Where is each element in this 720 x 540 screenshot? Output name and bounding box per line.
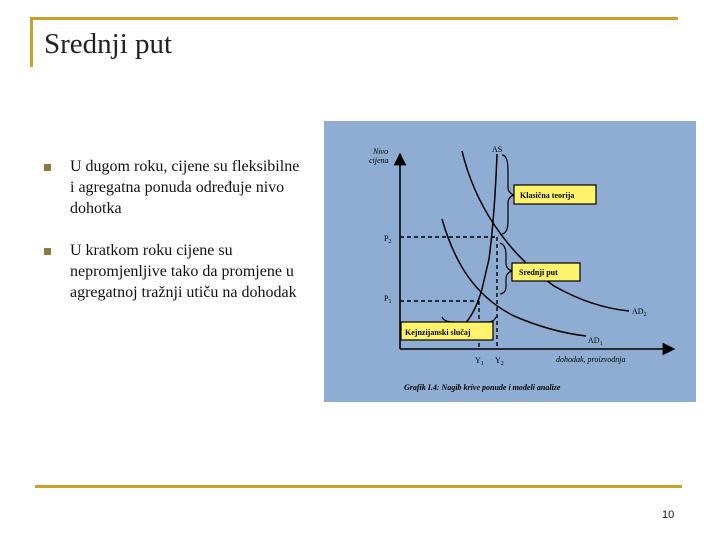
ad2-curve-label <box>632 307 647 318</box>
bullet-text-2: U kratkom roku cijene su nepromjenljive tako da promjene u agregatnoj tražnji utiču na dohodak <box>70 242 297 301</box>
y2-label-text: Y <box>495 356 501 365</box>
as-curve <box>442 154 497 339</box>
p2-label-sub: 2 <box>388 239 392 245</box>
p1-label-text: P <box>384 294 389 303</box>
y2-label-sub: 2 <box>500 361 504 367</box>
bullet-item-2 <box>44 240 304 303</box>
middle-brace <box>500 243 512 294</box>
as-ad-diagram <box>324 121 696 402</box>
ad2-curve-label-sub: 2 <box>643 312 647 318</box>
title-frame-left-rule <box>30 17 33 67</box>
ad1-curve-label-text: AD <box>588 336 600 345</box>
p2-label <box>384 234 391 245</box>
bullet-text-1: U dugom roku, cijene su fleksibilne i agregatna ponuda određuje nivo dohotka <box>70 158 300 217</box>
classical-brace <box>502 155 514 234</box>
y-axis-label-line1: Nivo <box>373 147 389 156</box>
y-axis-label-line2: cijena <box>369 156 389 165</box>
bullet-square-icon <box>44 164 51 171</box>
ad2-curve-label-text: AD <box>632 307 644 316</box>
bullet-square-icon <box>44 248 51 255</box>
as-ad-figure <box>324 121 696 402</box>
title-frame-top-rule <box>30 17 678 20</box>
ad1-curve-label-sub: 1 <box>599 341 603 347</box>
x-axis-label: dohodak, proizvodnja <box>556 355 626 364</box>
classical-theory-label: Klasična teorija <box>520 191 575 200</box>
middle-way-label: Srednji put <box>519 268 558 277</box>
figure-caption: Grafik I.4: Nagib krive ponude i modeli analize <box>404 383 561 392</box>
y2-label <box>495 356 504 367</box>
page-number: 10 <box>662 509 675 521</box>
p1-label <box>384 294 391 305</box>
footer-rule <box>35 485 682 488</box>
p2-label-text: P <box>384 234 389 243</box>
bullet-item-1 <box>44 156 304 219</box>
ad1-curve-label <box>588 336 603 347</box>
y1-label-sub: 1 <box>480 361 484 367</box>
y1-label <box>475 356 484 367</box>
ad2-curve <box>462 151 629 311</box>
y1-label-text: Y <box>475 356 481 365</box>
p1-label-sub: 1 <box>388 299 392 305</box>
bullet-list <box>44 156 304 324</box>
as-curve-label: AS <box>492 145 503 154</box>
slide-title: Srednji put <box>44 28 173 60</box>
keynesian-case-label: Kejnzijanski slučaj <box>405 328 471 337</box>
